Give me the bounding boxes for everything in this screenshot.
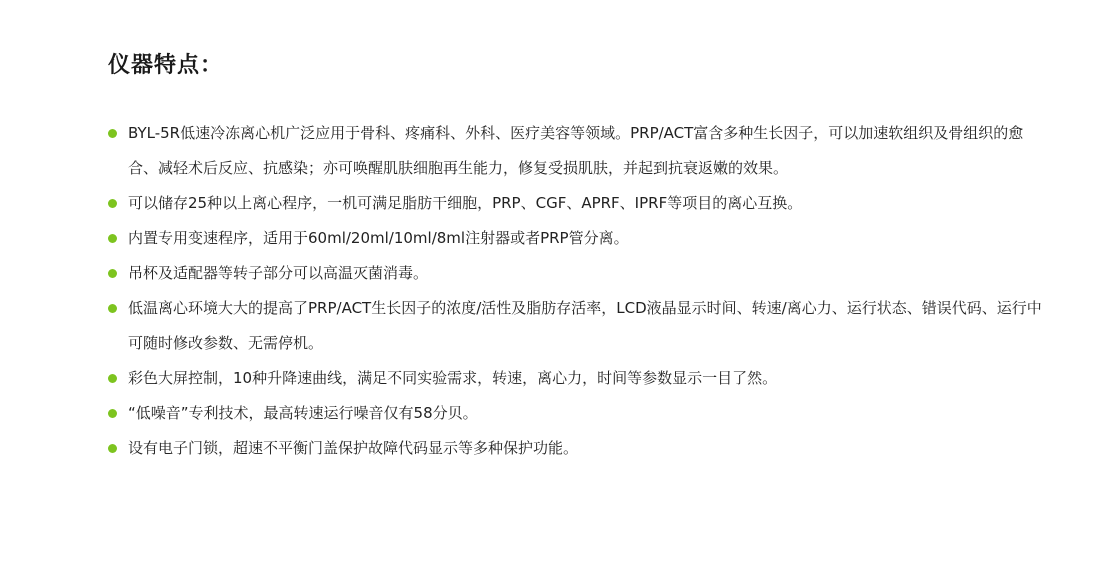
feature-text: 内置专用变速程序，适用于60ml/20ml/10ml/8ml注射器或者PRP管分离。 [128,229,629,247]
bullet-dot-icon [108,269,117,278]
feature-item [108,256,1048,291]
feature-text: 彩色大屏控制，10种升降速曲线，满足不同实验需求，转速，离心力，时间等参数显示一目了然。 [128,369,778,387]
bullet-dot-icon [108,444,117,453]
feature-text: 设有电子门锁，超速不平衡门盖保护故障代码显示等多种保护功能。 [128,439,579,457]
feature-text: BYL-5R低速冷冻离心机广泛应用于骨科、疼痛科、外科、医疗美容等领域。PRP/ACT富含多种生长因子，可以加速软组织及骨组织的愈合、减轻术后反应、抗感染；亦可唤醒肌肤细胞再生能力，修复受损肌肤，并起到抗衰返嫩的效果。 [128,124,1024,177]
bullet-dot-icon [108,199,117,208]
feature-text: 低温离心环境大大的提高了PRP/ACT生长因子的浓度/活性及脂肪存活率，LCD液晶显示时间、转速/离心力、运行状态、错误代码、运行中可随时修改参数、无需停机。 [128,299,1042,352]
feature-item [108,361,1048,396]
feature-item [108,291,1048,361]
feature-text: 吊杯及适配器等转子部分可以高温灭菌消毒。 [128,264,429,282]
feature-item [108,186,1048,221]
bullet-dot-icon [108,374,117,383]
feature-item [108,396,1048,431]
feature-text: “低噪音”专利技术，最高转速运行噪音仅有58分贝。 [128,404,478,422]
bullet-dot-icon [108,234,117,243]
feature-list [108,116,1048,466]
feature-item [108,431,1048,466]
features-section [108,50,1048,466]
feature-item [108,116,1048,186]
bullet-dot-icon [108,304,117,313]
feature-item [108,221,1048,256]
bullet-dot-icon [108,129,117,138]
bullet-dot-icon [108,409,117,418]
section-heading: 仪器特点： [108,53,224,78]
feature-text: 可以储存25种以上离心程序，一机可满足脂肪干细胞，PRP、CGF、APRF、IPRF等项目的离心互换。 [128,194,803,212]
